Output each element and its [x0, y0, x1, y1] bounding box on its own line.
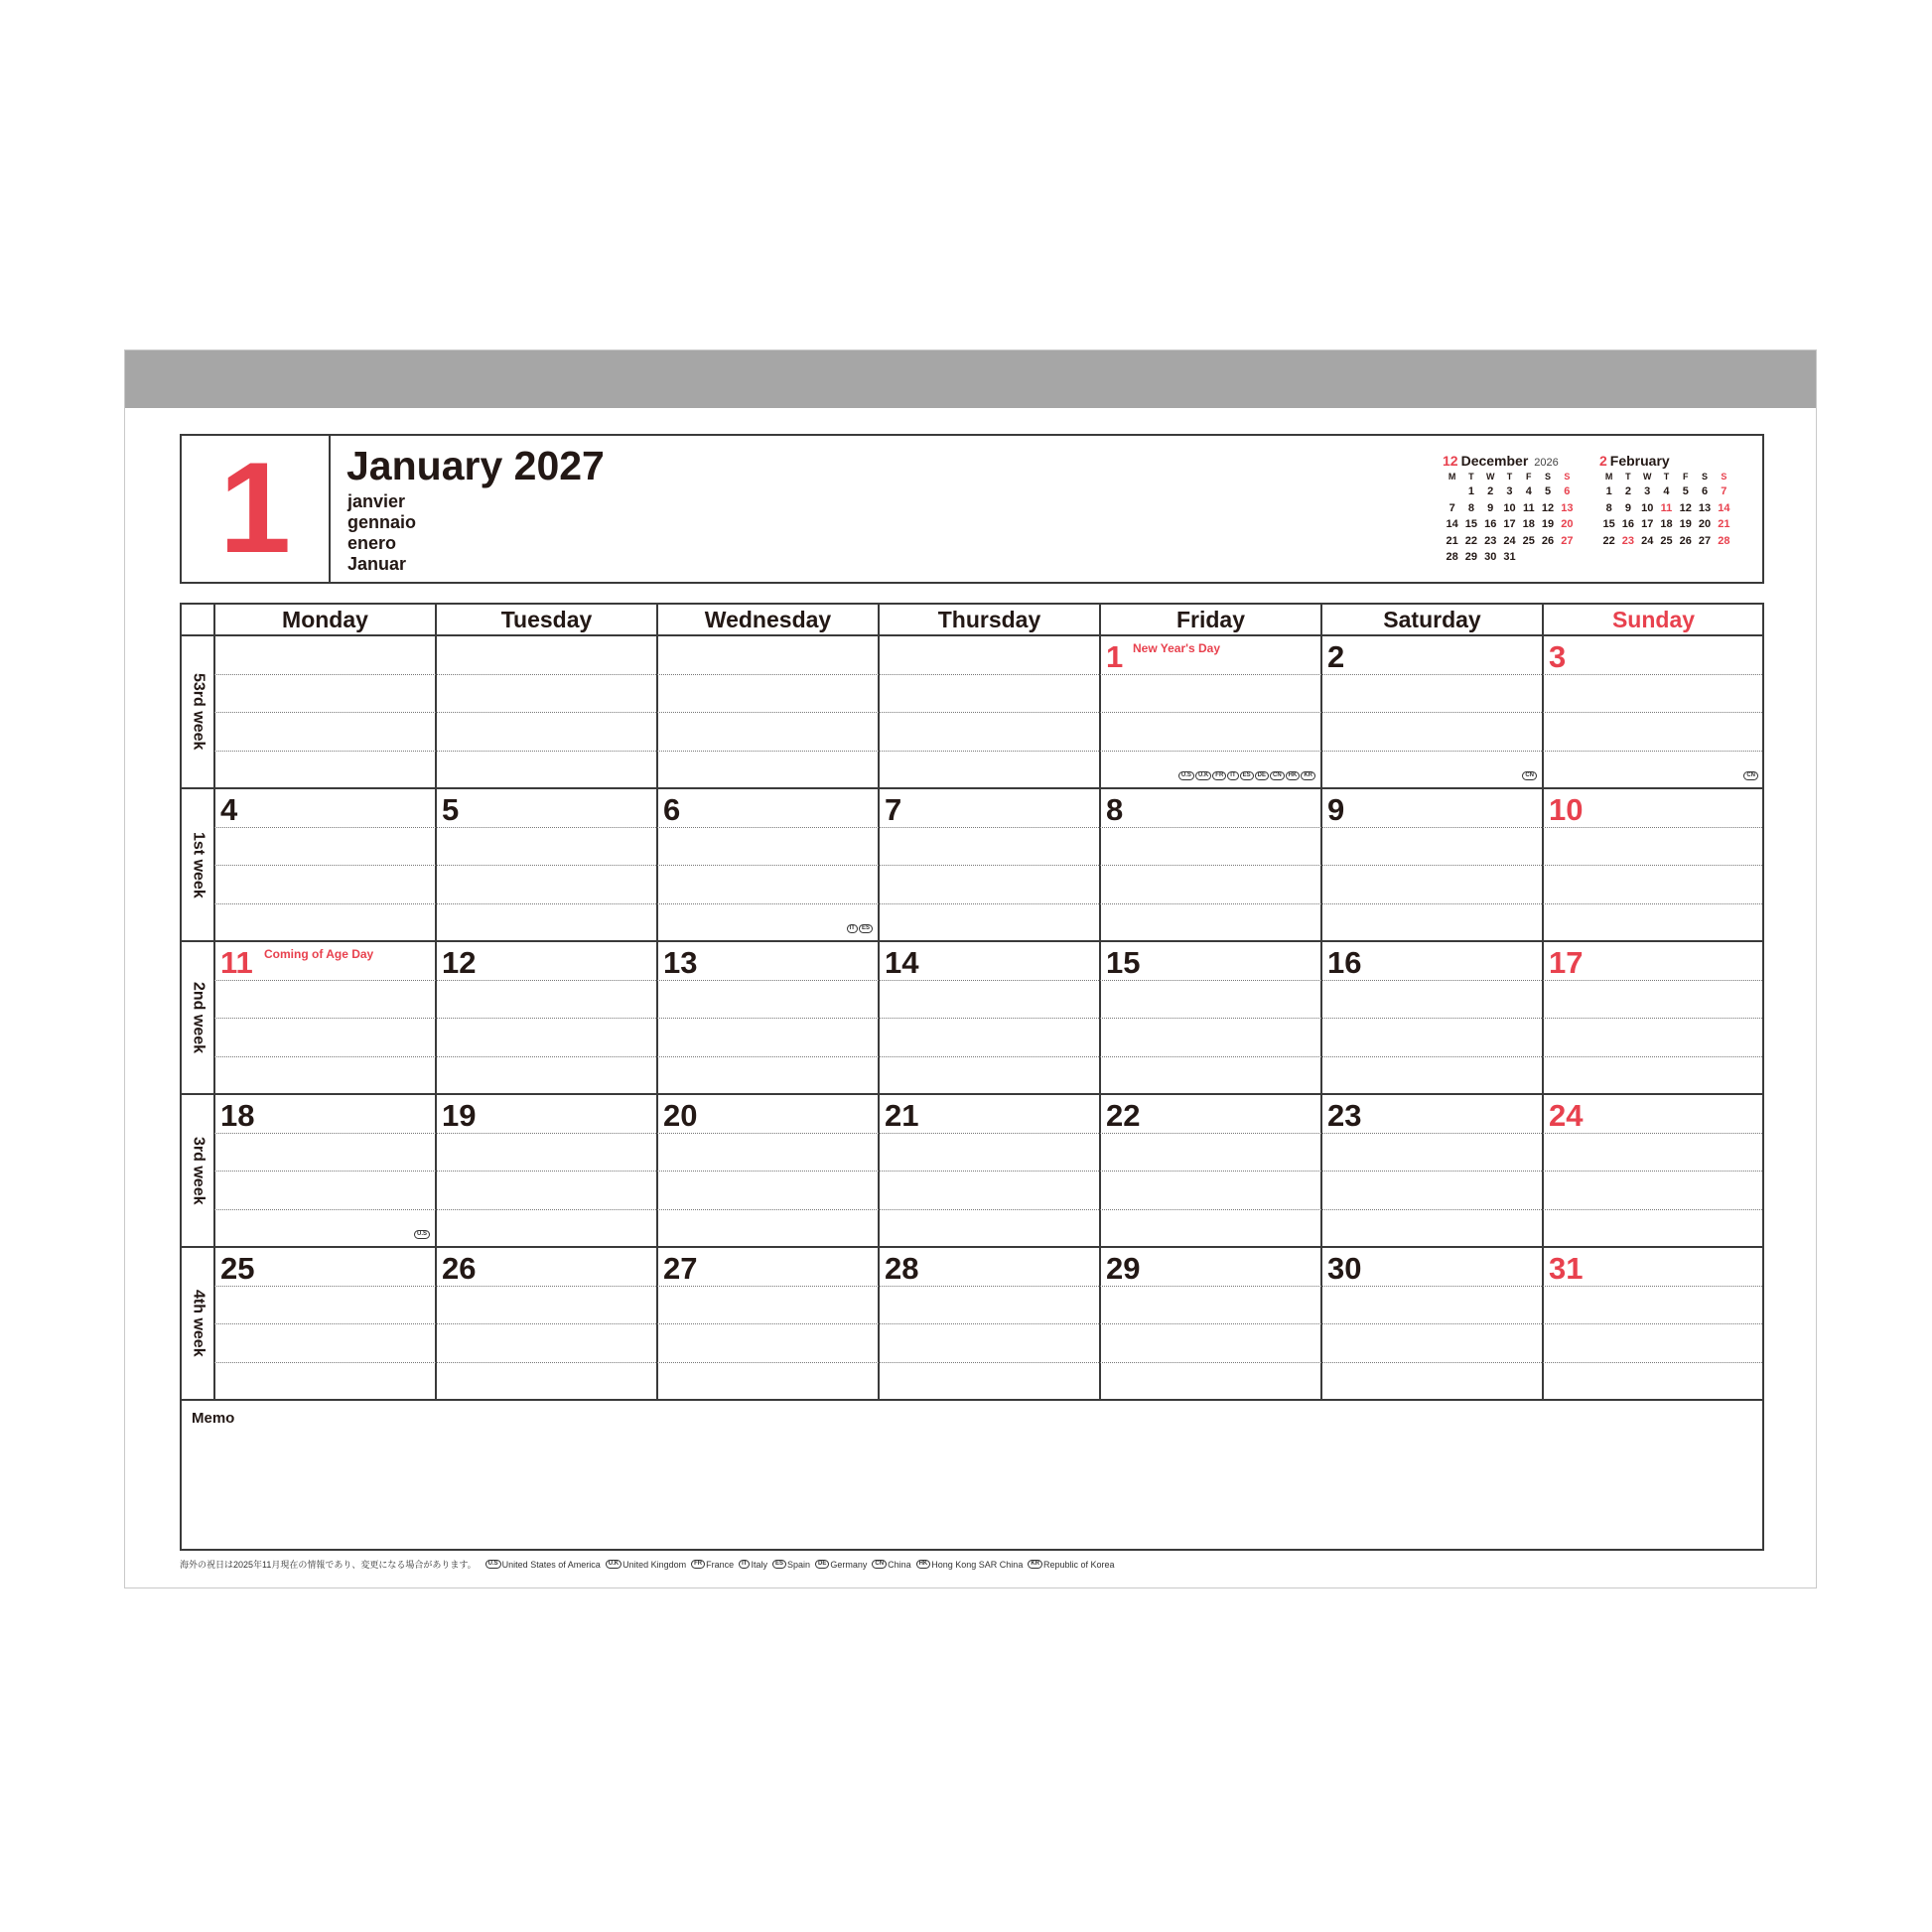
mini-calendar-date: 21 [1718, 518, 1730, 530]
mini-calendar-month-name: December [1460, 453, 1529, 469]
column-divider [1542, 605, 1544, 1399]
legend-code: IT [739, 1560, 750, 1569]
mini-calendar-dow: M [1448, 472, 1456, 482]
mini-calendar-date: 28 [1446, 551, 1458, 563]
translation-french: janvier [347, 491, 406, 511]
mini-calendar-date: 19 [1541, 518, 1555, 530]
country-badge: U.S [414, 1230, 430, 1239]
date-number[interactable]: 16 [1327, 945, 1362, 980]
country-marks [1522, 771, 1537, 780]
ruled-line [214, 903, 1762, 904]
legend-country: Germany [830, 1559, 868, 1570]
mini-calendar-date: 20 [1698, 518, 1712, 530]
date-number[interactable]: 25 [220, 1251, 255, 1286]
mini-calendar-date: 14 [1718, 501, 1730, 514]
mini-calendar-date: 27 [1698, 534, 1712, 547]
mini-calendar-dow: F [1526, 472, 1532, 482]
mini-calendar-next [1599, 452, 1733, 549]
ruled-line [214, 1323, 1762, 1324]
mini-calendar-month-number: 12 [1443, 453, 1458, 469]
date-number[interactable]: 12 [442, 945, 477, 980]
country-badge: CN [1522, 771, 1537, 780]
mini-calendar-date: 11 [1522, 501, 1535, 514]
country-marks [414, 1230, 430, 1239]
mini-calendar-date: 18 [1660, 518, 1673, 530]
legend-country: Spain [787, 1559, 811, 1570]
legend-code: HK [916, 1560, 931, 1569]
mini-calendar-date [1443, 483, 1461, 500]
mini-calendar-date: 21 [1446, 534, 1458, 547]
mini-calendar-dow: S [1545, 472, 1552, 482]
country-badge: CN [1270, 771, 1285, 780]
mini-calendar-date: 2 [1487, 485, 1494, 497]
legend-country: Italy [751, 1559, 767, 1570]
ruled-line [214, 865, 1762, 866]
legend-country: United Kingdom [622, 1559, 687, 1570]
legend-item [485, 1560, 601, 1570]
mini-calendar-date [1538, 549, 1557, 566]
mini-calendar-date: 1 [1467, 485, 1474, 497]
legend-country: Hong Kong SAR China [931, 1559, 1024, 1570]
week-label [182, 788, 214, 941]
date-number[interactable]: 9 [1327, 792, 1345, 827]
date-number[interactable]: 2 [1327, 639, 1345, 674]
legend-item [1028, 1560, 1114, 1570]
mini-calendar-date: 4 [1525, 485, 1532, 497]
date-number[interactable]: 1 [1106, 639, 1124, 674]
memo-label: Memo [192, 1410, 235, 1427]
mini-calendar-date: 18 [1522, 518, 1535, 530]
date-number[interactable]: 3 [1549, 639, 1567, 674]
ruled-line [214, 712, 1762, 713]
date-number[interactable]: 13 [663, 945, 698, 980]
date-number[interactable]: 20 [663, 1098, 698, 1133]
legend-code: U.S [485, 1560, 501, 1569]
legend-code: DE [815, 1560, 829, 1569]
mini-calendar-date: 27 [1561, 534, 1574, 547]
mini-calendar-date: 9 [1487, 501, 1494, 514]
country-badge: HK [1286, 771, 1301, 780]
mini-calendar-date: 24 [1641, 534, 1654, 547]
country-badge: IT [1227, 771, 1238, 780]
mini-calendar-date: 30 [1484, 551, 1497, 563]
date-number[interactable]: 28 [885, 1251, 919, 1286]
mini-calendar-dow: F [1683, 472, 1689, 482]
mini-calendar-date: 25 [1660, 534, 1673, 547]
mini-calendar-date: 12 [1679, 501, 1692, 514]
calendar-sheet [124, 349, 1817, 1588]
date-number[interactable]: 7 [885, 792, 902, 827]
legend-item [815, 1560, 867, 1570]
mini-calendar-date: 17 [1641, 518, 1654, 530]
country-marks [1178, 771, 1315, 780]
date-number[interactable]: 4 [220, 792, 238, 827]
country-badge: ES [1240, 771, 1254, 780]
legend-code: U.K [606, 1560, 621, 1569]
legend-country: France [706, 1559, 735, 1570]
mini-calendar-date: 10 [1641, 501, 1654, 514]
mini-calendar-date: 23 [1621, 534, 1635, 547]
week-divider [182, 1246, 1762, 1248]
country-marks [847, 924, 873, 933]
mini-calendar-date: 7 [1721, 485, 1727, 497]
mini-calendar-date: 6 [1701, 485, 1709, 497]
mini-calendar-date: 28 [1718, 534, 1730, 547]
legend-item [606, 1560, 686, 1570]
mini-calendar-date: 23 [1484, 534, 1497, 547]
ruled-line [214, 1362, 1762, 1363]
date-number[interactable]: 5 [442, 792, 460, 827]
mini-calendar-date: 8 [1467, 501, 1474, 514]
date-number[interactable]: 19 [442, 1098, 477, 1133]
weekday-header-monday: Monday [282, 607, 368, 632]
mini-calendar-date: 13 [1561, 501, 1574, 514]
footer-note: 海外の祝日は2025年11月現在の情報であり、変更になる場合があります。 [180, 1560, 477, 1570]
week-label-text: 3rd week [190, 1136, 207, 1205]
mini-calendar-dow: W [1485, 472, 1495, 482]
date-number[interactable]: 6 [663, 792, 681, 827]
legend-item [691, 1560, 734, 1570]
mini-calendar-title [1443, 452, 1577, 470]
mini-calendar-date: 5 [1544, 485, 1552, 497]
date-number[interactable]: 10 [1549, 792, 1584, 827]
date-number[interactable]: 26 [442, 1251, 477, 1286]
date-number[interactable]: 21 [885, 1098, 919, 1133]
column-divider [435, 605, 437, 1399]
mini-calendar-dow: W [1642, 472, 1652, 482]
mini-calendar-dow: T [1468, 472, 1474, 482]
column-divider [1320, 605, 1322, 1399]
date-number[interactable]: 22 [1106, 1098, 1141, 1133]
ruled-line [214, 751, 1762, 752]
mini-calendar-date: 7 [1449, 501, 1455, 514]
month-number-cell [182, 436, 331, 582]
column-divider [878, 605, 880, 1399]
week-label [182, 635, 214, 788]
month-title: January 2027 [346, 443, 605, 488]
legend-country: Republic of Korea [1043, 1559, 1115, 1570]
mini-calendar-dow: M [1604, 472, 1613, 482]
mini-calendar-date: 24 [1503, 534, 1516, 547]
mini-calendar-dow: T [1506, 472, 1513, 482]
holiday-label: New Year's Day [1133, 641, 1221, 655]
weekday-header-tuesday: Tuesday [500, 607, 593, 632]
ruled-line [214, 1171, 1762, 1172]
month-header [180, 434, 1764, 584]
mini-calendar-dow: S [1702, 472, 1709, 482]
week-divider [182, 1399, 1762, 1401]
month-translations [347, 491, 416, 575]
date-number[interactable]: 11 [220, 945, 253, 980]
calendar-grid [180, 603, 1764, 1551]
country-marks [1743, 771, 1758, 780]
weekday-header-saturday: Saturday [1383, 607, 1481, 632]
legend-item [772, 1560, 810, 1570]
mini-calendar-date: 22 [1602, 534, 1615, 547]
date-number[interactable]: 24 [1549, 1098, 1584, 1133]
date-number[interactable]: 8 [1106, 792, 1124, 827]
mini-calendar-date: 14 [1446, 518, 1458, 530]
mini-calendar-date: 31 [1503, 551, 1516, 563]
country-badge: KR [1301, 771, 1315, 780]
translation-german: Januar [347, 554, 407, 574]
ruled-line [214, 980, 1762, 981]
date-number[interactable]: 23 [1327, 1098, 1362, 1133]
date-number[interactable]: 27 [663, 1251, 698, 1286]
country-badge: IT [847, 924, 858, 933]
mini-calendar-date: 10 [1503, 501, 1516, 514]
date-number[interactable]: 15 [1106, 945, 1141, 980]
weekday-header-sunday: Sunday [1611, 607, 1696, 632]
week-label [182, 1247, 214, 1400]
week-label-text: 4th week [190, 1290, 207, 1357]
mini-calendar-date: 5 [1682, 485, 1689, 497]
mini-calendar-date: 29 [1464, 551, 1478, 563]
week-label-text: 53rd week [190, 673, 207, 751]
weekday-header-friday: Friday [1175, 607, 1246, 632]
country-badge: FR [1212, 771, 1226, 780]
mini-calendar-dow: T [1625, 472, 1631, 482]
ruled-line [214, 1133, 1762, 1134]
mini-calendar-dow: T [1663, 472, 1670, 482]
mini-calendar-table [1443, 470, 1577, 566]
week-divider [182, 787, 1762, 789]
column-divider [656, 605, 658, 1399]
mini-calendar-dow: S [1564, 472, 1571, 482]
week-divider [182, 1093, 1762, 1095]
mini-calendar-date: 2 [1624, 485, 1631, 497]
mini-calendar-date: 16 [1484, 518, 1497, 530]
mini-calendar-date: 25 [1522, 534, 1535, 547]
legend-code: ES [772, 1560, 786, 1569]
country-badge: DE [1255, 771, 1269, 780]
ruled-line [214, 674, 1762, 675]
date-number[interactable]: 29 [1106, 1251, 1141, 1286]
mini-calendar-date: 3 [1644, 485, 1651, 497]
mini-calendar-date: 16 [1621, 518, 1635, 530]
mini-calendar-date: 26 [1679, 534, 1692, 547]
mini-calendar-date: 15 [1464, 518, 1478, 530]
translation-spanish: enero [347, 533, 397, 553]
date-number[interactable]: 31 [1549, 1251, 1584, 1286]
mini-calendar-date: 15 [1602, 518, 1615, 530]
legend-code: KR [1028, 1560, 1042, 1569]
binding-band [125, 350, 1816, 408]
mini-calendar-date: 4 [1663, 485, 1670, 497]
date-number[interactable]: 30 [1327, 1251, 1362, 1286]
mini-calendar-table [1599, 470, 1733, 549]
mini-calendar-month-number: 2 [1599, 453, 1607, 469]
mini-calendar-date: 19 [1679, 518, 1692, 530]
footer-legend [180, 1558, 1117, 1571]
legend-country: United States of America [501, 1559, 601, 1570]
mini-calendar-date: 11 [1660, 501, 1673, 514]
mini-calendar-year: 2026 [1534, 457, 1559, 469]
week-divider [182, 940, 1762, 942]
date-number[interactable]: 14 [885, 945, 919, 980]
legend-item [739, 1560, 767, 1570]
mini-calendar-title [1599, 452, 1733, 470]
mini-calendar-date: 22 [1464, 534, 1478, 547]
ruled-line [214, 827, 1762, 828]
mini-calendar-month-name: February [1609, 453, 1670, 469]
legend-code: FR [691, 1560, 705, 1569]
ruled-line [214, 1209, 1762, 1210]
legend-code: CN [872, 1560, 887, 1569]
country-badge: U.K [1195, 771, 1211, 780]
column-divider [1099, 605, 1101, 1399]
mini-calendar-date: 9 [1624, 501, 1631, 514]
legend-country: China [888, 1559, 911, 1570]
weekday-header-thursday: Thursday [937, 607, 1041, 632]
mini-calendar-date: 17 [1503, 518, 1516, 530]
header-divider [182, 634, 1762, 636]
mini-calendar-date: 3 [1506, 485, 1513, 497]
holiday-label: Coming of Age Day [264, 947, 374, 961]
mini-calendar-date: 1 [1605, 485, 1612, 497]
week-label-text: 1st week [190, 831, 207, 898]
country-badge: CN [1743, 771, 1758, 780]
week-label-text: 2nd week [190, 981, 207, 1054]
mini-calendar-date [1558, 549, 1577, 566]
weekday-header-wednesday: Wednesday [704, 607, 832, 632]
ruled-line [214, 1018, 1762, 1019]
mini-calendar-date: 6 [1564, 485, 1571, 497]
mini-calendar-dow: S [1721, 472, 1727, 482]
mini-calendar-date: 20 [1561, 518, 1574, 530]
week-label [182, 1094, 214, 1247]
legend-item [872, 1560, 910, 1570]
mini-calendar-date [1519, 549, 1538, 566]
country-badge: ES [859, 924, 873, 933]
mini-calendar-previous [1443, 452, 1577, 566]
date-number[interactable]: 17 [1549, 945, 1584, 980]
date-number[interactable]: 18 [220, 1098, 255, 1133]
month-number: 1 [218, 435, 292, 580]
mini-calendar-date: 8 [1605, 501, 1612, 514]
ruled-line [214, 1286, 1762, 1287]
mini-calendar-date: 13 [1698, 501, 1712, 514]
mini-calendar-date: 26 [1541, 534, 1555, 547]
translation-italian: gennaio [347, 512, 417, 532]
legend-item [916, 1560, 1024, 1570]
mini-calendar-date: 12 [1541, 501, 1555, 514]
country-badge: U.S [1178, 771, 1194, 780]
ruled-line [214, 1056, 1762, 1057]
week-label [182, 941, 214, 1094]
